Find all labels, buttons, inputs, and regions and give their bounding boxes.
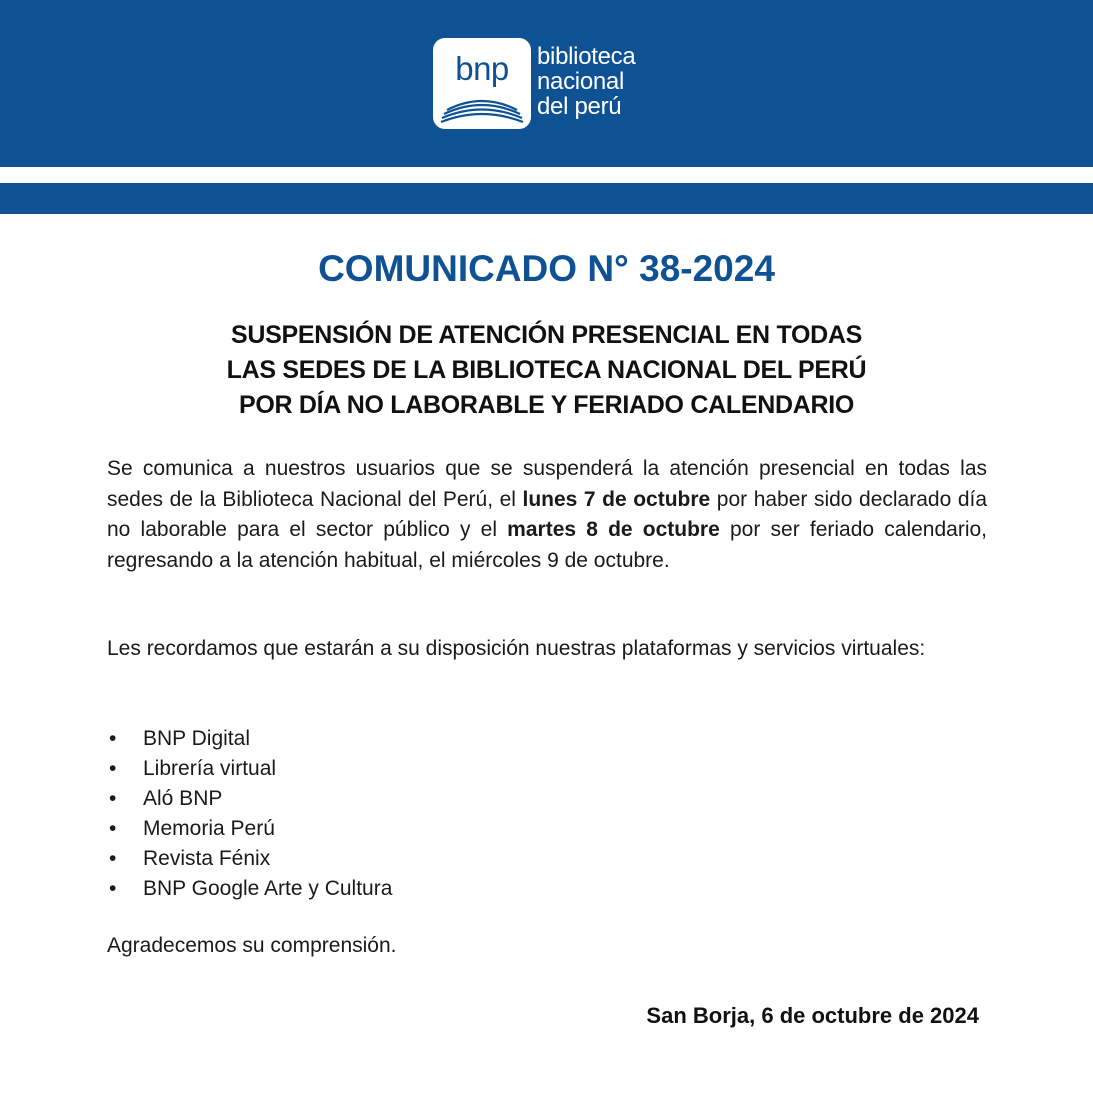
subtitle-line-1: SUSPENSIÓN DE ATENCIÓN PRESENCIAL EN TODAS: [230, 321, 863, 349]
dateline: San Borja, 6 de octubre de 2024: [646, 1003, 979, 1028]
subtitle-line-3: POR DÍA NO LABORABLE Y FERIADO CALENDARIO: [238, 391, 855, 419]
header-stripe: [0, 183, 1093, 214]
bullet-icon: •: [109, 877, 117, 900]
services-intro-paragraph: Les recordamos que estarán a su disposición nuestras plataformas y servicios virtuales:: [107, 637, 926, 660]
document-title: COMUNICADO N° 38-2024: [318, 248, 775, 289]
paragraph1-part1: Se comunica a nuestros usuarios que se suspenderá la atención presencial en todas las sedes de la Biblioteca Nacional del Perú, el: [107, 457, 987, 511]
list-item: [107, 784, 392, 814]
logo-name: [537, 44, 635, 119]
closing-line: Agradecemos su comprensión.: [107, 934, 397, 957]
service-label: BNP Digital: [143, 727, 250, 750]
list-item: [107, 844, 392, 874]
bnp-logo: [433, 38, 531, 129]
closure-date-1: lunes 7 de octubre: [522, 487, 711, 511]
announcement-paragraph: [107, 454, 987, 576]
list-item: [107, 814, 392, 844]
logo-name-line-3: del perú: [537, 93, 622, 120]
paragraph1-part2: por haber sido declarado día no laborable para el sector público y el: [107, 487, 988, 541]
book-waves-icon: [439, 90, 525, 124]
bullet-icon: •: [109, 787, 117, 810]
logo-name-line-1: biblioteca: [537, 43, 636, 70]
bullet-icon: •: [109, 847, 117, 870]
service-label: Librería virtual: [143, 757, 277, 780]
subtitle-line-2: LAS SEDES DE LA BIBLIOTECA NACIONAL DEL PERÚ: [226, 356, 867, 384]
services-list: [107, 724, 392, 904]
paragraph1-part3: por ser feriado calendario, regresando a la atención habitual, el miércoles 9 de octubre.: [107, 518, 987, 572]
service-label: Aló BNP: [143, 787, 223, 810]
list-item: [107, 874, 392, 904]
bullet-icon: •: [109, 757, 117, 780]
service-label: Revista Fénix: [143, 847, 271, 870]
closure-date-2: martes 8 de octubre: [507, 518, 720, 541]
service-label: Memoria Perú: [143, 817, 275, 840]
logo-abbr: bnp: [455, 50, 509, 87]
logo-name-line-2: nacional: [537, 68, 625, 95]
list-item: [107, 724, 392, 754]
bullet-icon: •: [109, 727, 117, 750]
bullet-icon: •: [109, 817, 117, 840]
service-label: BNP Google Arte y Cultura: [143, 877, 393, 900]
document-subtitle: [0, 318, 1093, 423]
list-item: [107, 754, 392, 784]
